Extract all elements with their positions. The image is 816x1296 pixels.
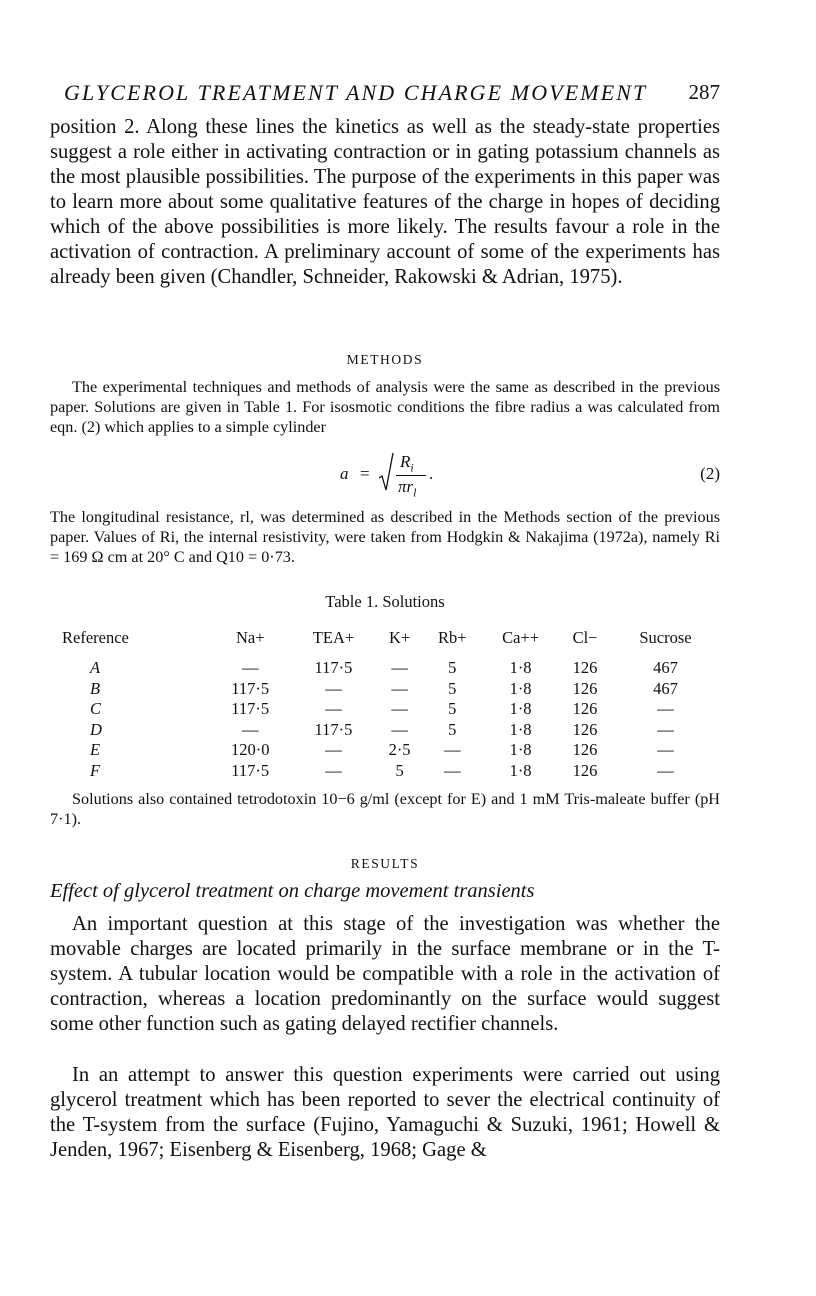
table-cell: 5 xyxy=(448,719,457,739)
equation-equals: = xyxy=(360,464,370,483)
column-header: Reference xyxy=(62,628,129,647)
table-cell: — xyxy=(241,719,259,739)
column-header: Cl− xyxy=(572,628,598,647)
table-cell: A xyxy=(90,658,101,678)
table-cell: 126 xyxy=(572,699,598,719)
table-cell: — xyxy=(391,719,408,739)
table-cell: F xyxy=(90,760,101,780)
equation-period: . xyxy=(429,464,434,483)
table-cell: — xyxy=(325,760,342,780)
column-header: Ca++ xyxy=(502,628,540,647)
table-cell: 126 xyxy=(572,678,598,698)
table-cell: E xyxy=(90,740,101,760)
results-paragraph-2: In an attempt to answer this question experiments were carried out using glycerol treatment which has been reported to sever the electrical continuity of the T-system from the surface (Fujino, Yamaguchi & Suzuki, 1961; Howell & Jenden, 1967; Eisenberg & Eisenberg, 1968; Gage & xyxy=(50,1064,720,1161)
table-cell: 117·5 xyxy=(314,719,353,739)
table-row xyxy=(54,740,720,761)
table-cell: 117·5 xyxy=(231,699,270,719)
table-cell: — xyxy=(657,760,674,780)
table-cell: — xyxy=(444,760,461,780)
table-row xyxy=(54,679,720,700)
table-cell: — xyxy=(325,678,342,698)
table-cell: 117·5 xyxy=(231,678,270,698)
table-cell: — xyxy=(391,658,408,678)
table-cell: 1·8 xyxy=(509,740,532,760)
table-cell: — xyxy=(325,740,342,760)
table-cell: 1·8 xyxy=(509,760,532,780)
results-subheading: Effect of glycerol treatment on charge movement transients xyxy=(50,880,535,902)
fraction-bar xyxy=(396,475,426,476)
table-cell: 1·8 xyxy=(509,699,532,719)
column-header: Sucrose xyxy=(639,628,692,647)
table-cell: 126 xyxy=(572,719,598,739)
table-cell: 1·8 xyxy=(509,678,532,698)
table-cell: — xyxy=(657,699,674,719)
table-row xyxy=(54,699,720,720)
table-cell: C xyxy=(90,699,102,719)
table-cell: 126 xyxy=(572,760,598,780)
column-header: TEA+ xyxy=(312,628,355,647)
equation-number: (2) xyxy=(700,464,720,483)
page-header xyxy=(64,80,720,110)
square-root-sign xyxy=(378,452,394,492)
table-header-row xyxy=(54,624,720,652)
table-row xyxy=(54,658,720,679)
table-cell: 5 xyxy=(395,760,404,780)
table-caption: Table 1. Solutions xyxy=(325,592,445,611)
table-cell: — xyxy=(391,678,408,698)
column-header: Na+ xyxy=(235,628,265,647)
page-number: 287 xyxy=(688,80,720,104)
table-cell: — xyxy=(657,740,674,760)
table-cell: 126 xyxy=(572,658,598,678)
table-cell: — xyxy=(444,740,461,760)
table-cell: 117·5 xyxy=(314,658,353,678)
table-cell: — xyxy=(391,699,408,719)
table-cell: 120·0 xyxy=(230,740,270,760)
results-paragraph-1: An important question at this stage of the investigation was whether the movable charges are located primarily in the surface membrane or in the T-system. A tubular location would be compatible with a role in the activation of contraction, whereas a location predominantly on the surface would suggest some other function such as gating delayed rectifier channels. xyxy=(50,913,720,1035)
solutions-table xyxy=(54,624,720,781)
table-cell: 467 xyxy=(653,678,678,698)
table-cell: 467 xyxy=(653,658,678,678)
table-cell: 126 xyxy=(572,740,598,760)
methods-paragraph-1: The experimental techniques and methods of analysis were the same as described in the previous paper. Solutions are given in Table 1. For isosmotic conditions the fibre radius a was calculated from eqn. (2) which applies to a simple cylinder xyxy=(50,378,720,436)
equation-2 xyxy=(50,452,720,500)
table-cell: — xyxy=(657,719,674,739)
table-cell: 5 xyxy=(448,678,457,698)
table-cell: — xyxy=(241,658,259,678)
intro-paragraph: position 2. Along these lines the kinetics as well as the steady-state properties suggest a role either in activating contraction or in gating potassium channels as the most plausible possibilities. The purpose of the experiments in this paper was to learn more about some qualitative features of the charge in hopes of deciding which of the above possibilities is more likely. The results favour a role in the activation of contraction. A preliminary account of some of the experiments has already been given (Chandler, Schneider, Rakowski & Adrian, 1975). xyxy=(50,116,720,288)
table-cell: B xyxy=(90,678,101,698)
column-header: Rb+ xyxy=(437,628,467,647)
table-cell: — xyxy=(325,699,342,719)
column-header: K+ xyxy=(388,628,411,647)
results-heading: RESULTS xyxy=(350,856,420,871)
table-row xyxy=(54,720,720,741)
table-footnote: Solutions also contained tetrodotoxin 10−6 g/ml (except for E) and 1 mM Tris-maleate buffer (pH 7·1). xyxy=(50,790,720,828)
table-cell: 5 xyxy=(448,658,457,678)
running-title: GLYCEROL TREATMENT AND CHARGE MOVEMENT xyxy=(64,80,648,105)
table-cell: 117·5 xyxy=(231,760,270,780)
equation-lhs: a xyxy=(340,464,349,483)
table-cell: 5 xyxy=(448,699,457,719)
equation-denominator: $\pi r_l$ xyxy=(398,477,417,500)
table-cell: 1·8 xyxy=(509,658,532,678)
methods-heading: METHODS xyxy=(346,352,424,367)
equation-numerator: $R_i$ xyxy=(400,452,414,475)
table-cell: 1·8 xyxy=(509,719,532,739)
table-cell: D xyxy=(90,719,102,739)
table-row xyxy=(54,761,720,782)
table-cell: 2·5 xyxy=(388,740,411,760)
methods-paragraph-2: The longitudinal resistance, rl, was determined as described in the Methods section of the previous paper. Values of Ri, the internal resistivity, were taken from Hodgkin & Nakajima (1972a), namely Ri = 169 Ω cm at 20° C and Q10 = 0·73. xyxy=(50,508,720,566)
